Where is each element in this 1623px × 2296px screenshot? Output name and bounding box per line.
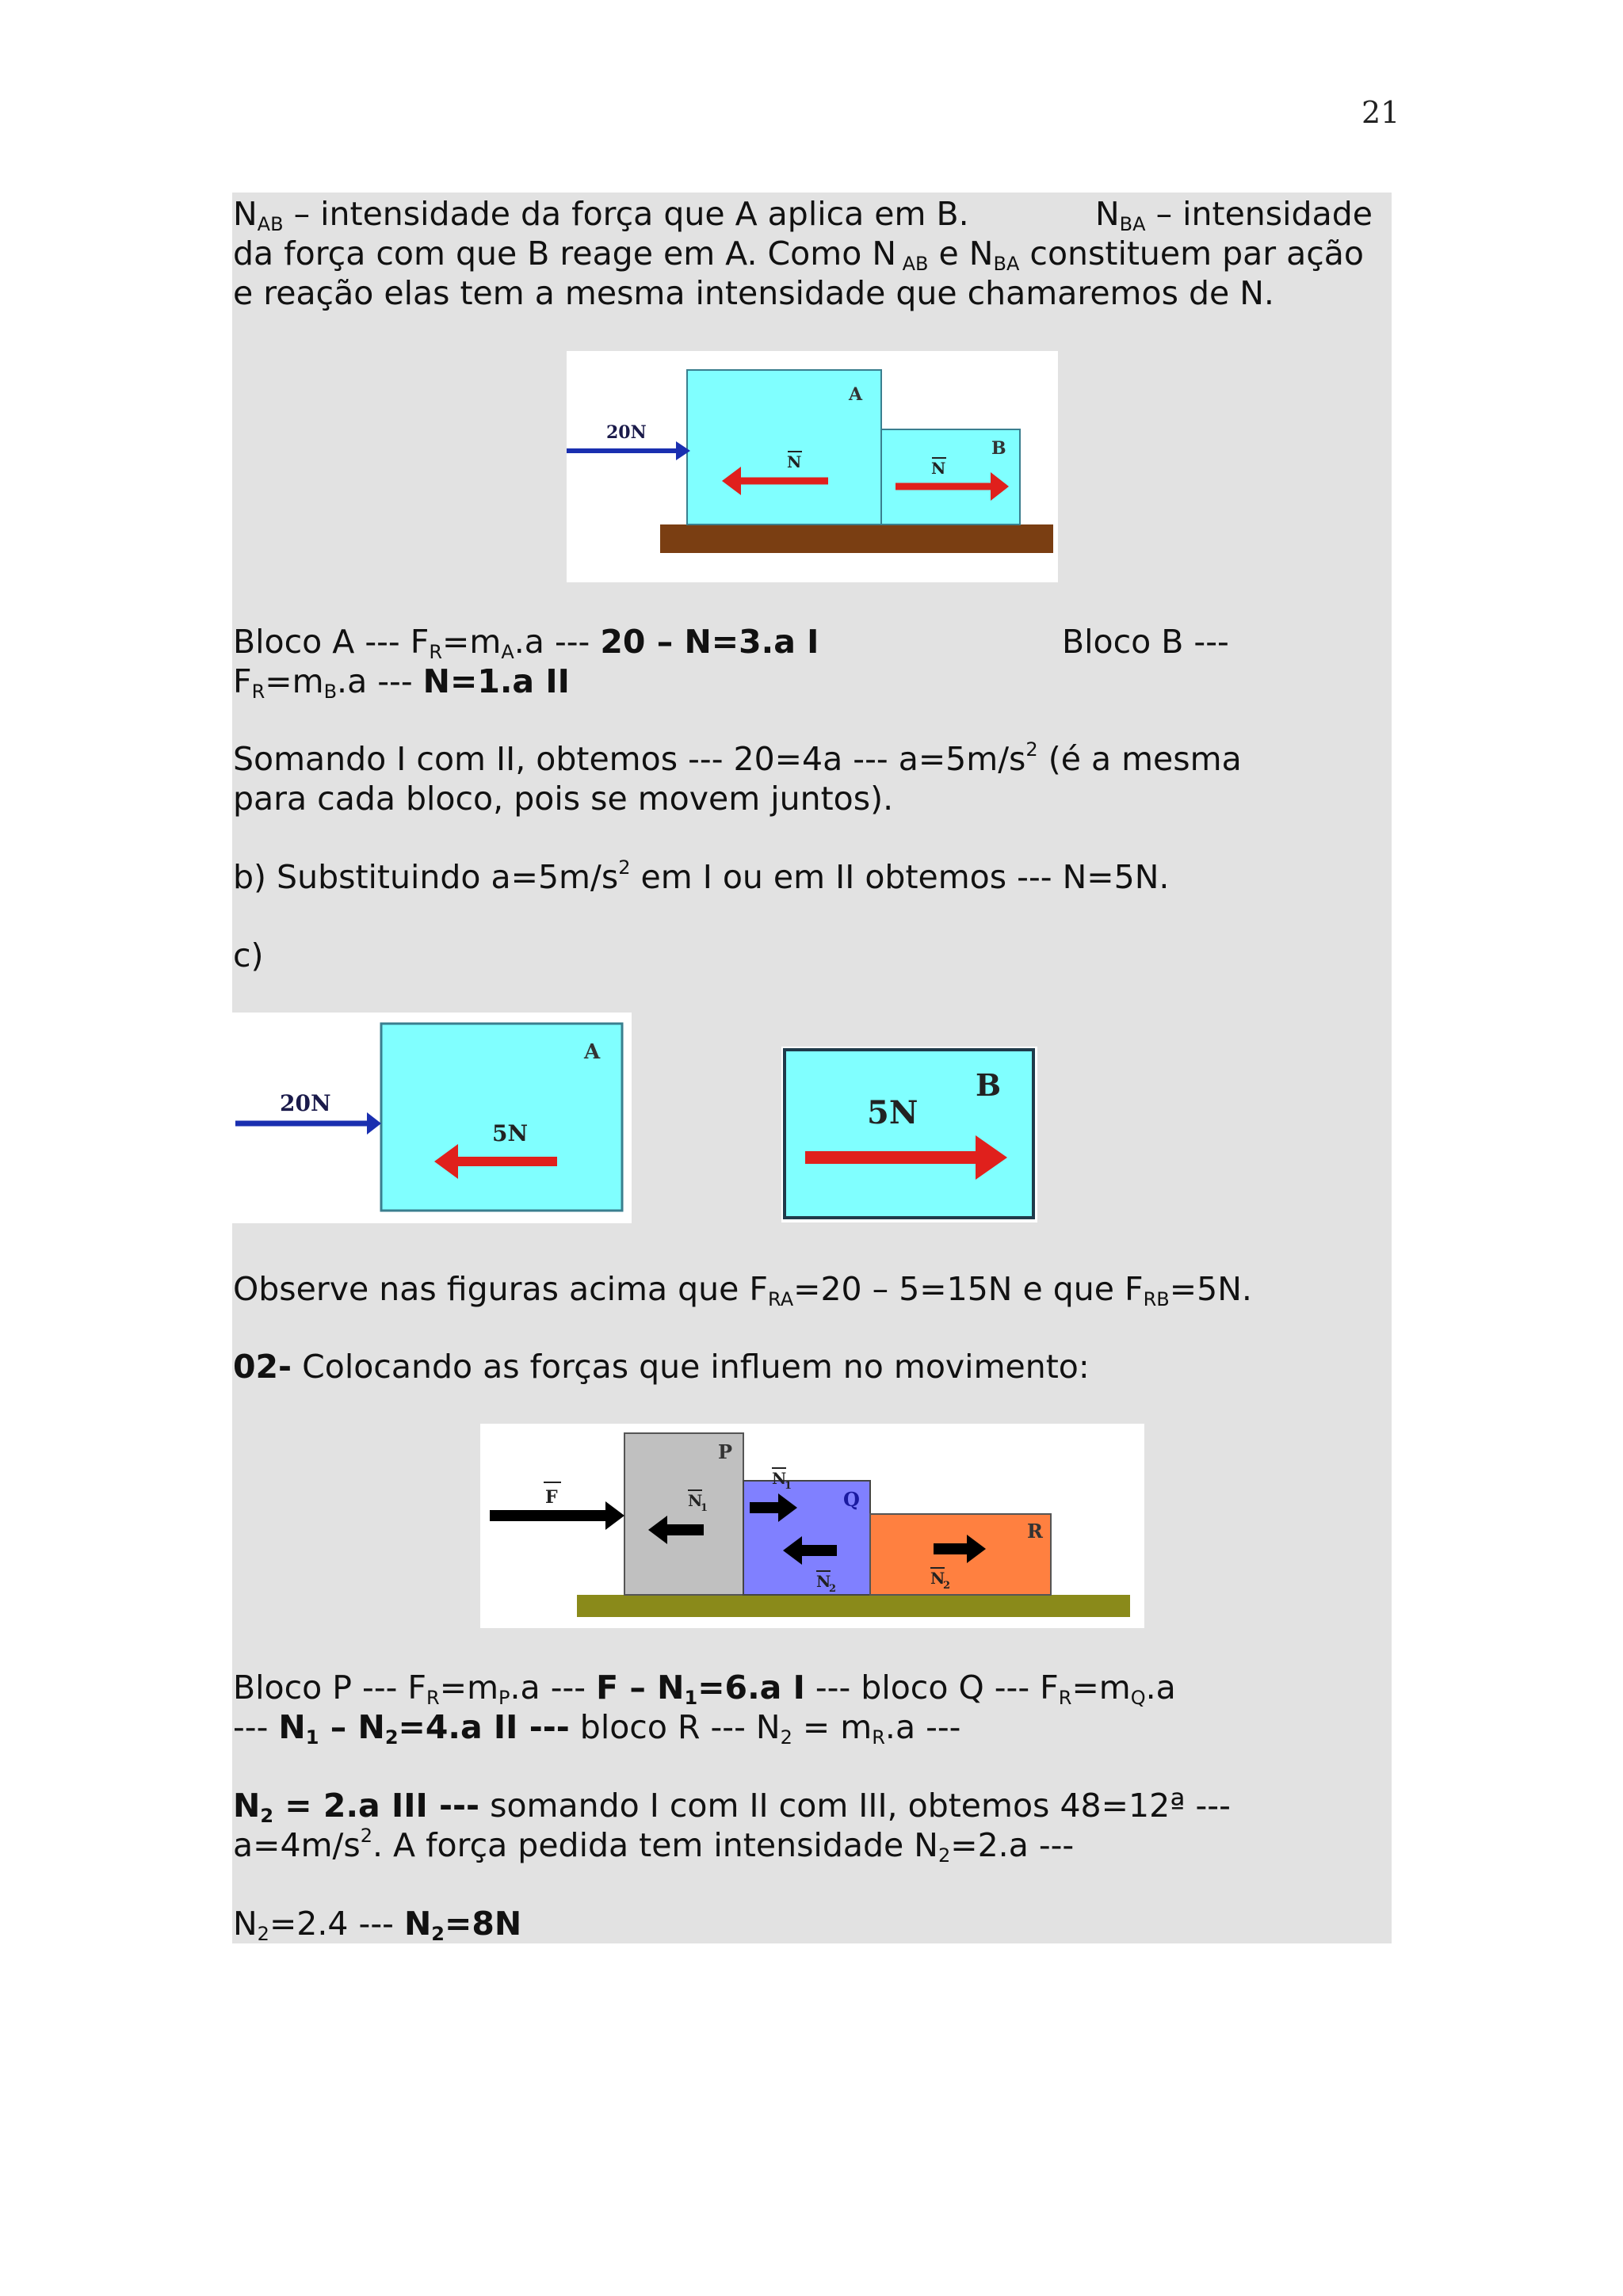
force-label: F bbox=[545, 1487, 558, 1508]
svg-text:2: 2 bbox=[829, 1583, 837, 1595]
normal-label: 5N bbox=[492, 1120, 529, 1146]
n2-label-r: N bbox=[930, 1569, 945, 1588]
figure-blocks-a-b bbox=[567, 351, 1058, 582]
figure-block-a-forces bbox=[232, 1013, 632, 1223]
intro-line-1: $N_{AB}$ – intensidade da força que A aplica em B. $N_{BA}$ – intensidade bbox=[233, 195, 1373, 235]
figure-block-b-force bbox=[781, 1047, 1037, 1222]
block-label: A bbox=[584, 1040, 601, 1064]
eq-bloco-b: $F_R=m_B.a$ --- N=1.a II bbox=[233, 662, 570, 703]
normal-label-a: N bbox=[787, 452, 802, 471]
observe-text: Observe nas figuras acima que $F_{RA}=20 - 5=15N$ e que $F_{RB}=5N$. bbox=[233, 1270, 1252, 1310]
n2-label-q: N bbox=[816, 1572, 831, 1591]
question-02: 02- Colocando as forças que influem no movimento: bbox=[233, 1348, 1090, 1386]
normal-label: 5N bbox=[867, 1094, 918, 1131]
force-arrowhead bbox=[605, 1501, 624, 1530]
figure-blocks-p-q-r bbox=[480, 1424, 1144, 1628]
soma-line-1: Somando I com II, obtemos --- 20=4a --- $a=5m/s^2$ (é a mesma bbox=[233, 738, 1242, 778]
intro-line-3: e reação elas tem a mesma intensidade que chamaremos de N. bbox=[233, 274, 1274, 312]
block-p-label: P bbox=[718, 1440, 733, 1463]
block-label: B bbox=[976, 1067, 1002, 1103]
block-b-label: B bbox=[991, 438, 1006, 459]
block-q-label: Q bbox=[843, 1488, 860, 1511]
svg-text:2: 2 bbox=[943, 1580, 951, 1592]
n1-label-p: N bbox=[688, 1491, 703, 1510]
force-label: 20N bbox=[606, 422, 647, 443]
force-arrowhead bbox=[367, 1112, 381, 1135]
soma-line-2: para cada bloco, pois se movem juntos). bbox=[233, 780, 894, 818]
block-a-label: A bbox=[849, 384, 863, 405]
block-r-label: R bbox=[1027, 1520, 1043, 1543]
eq-forca-pedida: $a=4m/s^2$. A força pedida tem intensidade $N_2=2.a$ --- bbox=[233, 1825, 1075, 1867]
ground bbox=[577, 1595, 1130, 1617]
force-label: 20N bbox=[280, 1090, 331, 1116]
svg-text:1: 1 bbox=[785, 1480, 792, 1492]
item-c-label: c) bbox=[233, 936, 264, 974]
item-b: b) Substituindo $a=5m/s^2$ em I ou em II obtemos --- N=5N. bbox=[233, 856, 1170, 896]
page-number: 21 bbox=[1361, 95, 1400, 130]
eq-somando: $N_2 = 2.a$ III --- somando I com II com III, obtemos 48=12ª --- bbox=[233, 1787, 1231, 1827]
eq-bloco-q-r: --- $N_1 - N_2=4.a$ II --- bloco R --- $N_2 = m_R.a$ --- bbox=[233, 1708, 961, 1749]
final-answer: $N_2=2.4$ --- $N_2=8N$ bbox=[233, 1905, 522, 1945]
eq-bloco-a: Bloco A --- $F_R=m_A.a$ --- 20 – N=3.a I Bloco B --- bbox=[233, 623, 1229, 663]
svg-text:1: 1 bbox=[701, 1502, 708, 1514]
intro-line-2: da força com que B reage em A. Como N $_{AB}$ e $N_{BA}$ constituem par ação bbox=[233, 235, 1365, 275]
eq-bloco-p: Bloco P --- $F_R=m_P.a$ --- $F - N_1=6.a$ I --- bloco Q --- $F_R=m_Q.a$ bbox=[233, 1669, 1176, 1709]
n1-label-q: N bbox=[772, 1469, 787, 1488]
ground bbox=[660, 524, 1053, 553]
normal-label-b: N bbox=[931, 459, 946, 478]
